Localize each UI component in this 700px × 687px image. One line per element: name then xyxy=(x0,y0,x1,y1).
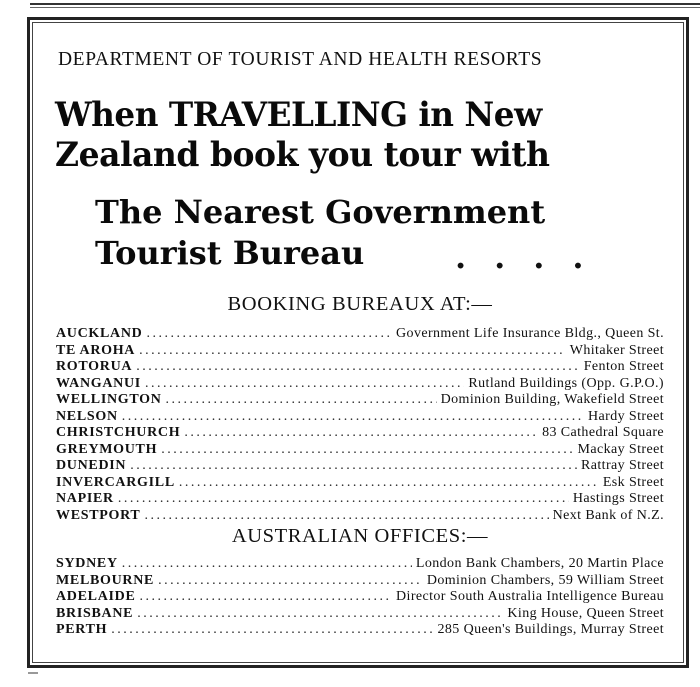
list-item xyxy=(56,606,664,623)
city-name: MELBOURNE xyxy=(56,572,155,588)
city-name: BRISBANE xyxy=(56,605,134,621)
australian-offices-title: AUSTRALIAN OFFICES:— xyxy=(231,525,489,547)
dot-leader xyxy=(166,392,437,409)
dot-leader xyxy=(184,425,538,442)
list-item xyxy=(56,589,664,606)
list-item xyxy=(56,556,664,573)
address: Hardy Street xyxy=(588,408,664,424)
list-item xyxy=(56,475,664,492)
city-name: SYDNEY xyxy=(56,556,118,571)
list-item xyxy=(56,409,664,426)
city-name: DUNEDIN xyxy=(56,458,127,473)
dot-leader xyxy=(145,376,464,393)
list-item xyxy=(56,622,664,639)
address: 285 Queen's Buildings, Murray Street xyxy=(437,622,664,637)
city-name: GREYMOUTH xyxy=(56,441,158,457)
headline-line-1: When TRAVELLING in New xyxy=(55,95,542,135)
address: Rattray Street xyxy=(581,458,664,473)
decorative-dots: .... xyxy=(455,238,612,276)
list-item xyxy=(56,376,664,393)
subheadline-line-1: The Nearest Government xyxy=(95,193,546,231)
headline-line-2: Zealand book you tour with xyxy=(55,135,550,175)
list-item xyxy=(56,442,664,459)
address: Whitaker Street xyxy=(569,342,664,358)
address: 83 Cathedral Square xyxy=(542,425,664,440)
dot-leader xyxy=(122,556,412,573)
dot-leader xyxy=(147,326,393,343)
list-item xyxy=(56,326,664,343)
top-rule xyxy=(30,3,700,5)
address: Director South Australia Intelligence Bureau xyxy=(396,589,664,604)
city-name: NELSON xyxy=(56,408,118,424)
dot-leader xyxy=(179,475,599,492)
city-name: ROTORUA xyxy=(56,359,133,374)
dot-leader xyxy=(111,622,433,639)
address: Mackay Street xyxy=(577,441,664,457)
city-name: TE AROHA xyxy=(56,342,136,358)
city-name: INVERCARGILL xyxy=(56,474,175,490)
city-name: CHRISTCHURCH xyxy=(56,425,181,440)
city-name: WANGANUI xyxy=(56,375,141,391)
address: Rutland Buildings (Opp. G.P.O.) xyxy=(468,375,664,391)
subheadline-line-2: Tourist Bureau xyxy=(95,234,365,272)
list-item xyxy=(56,392,664,409)
city-name: PERTH xyxy=(56,622,108,637)
top-rule-thin xyxy=(30,7,700,8)
address: Fenton Street xyxy=(583,359,664,374)
city-name: ADELAIDE xyxy=(56,589,136,604)
dot-leader xyxy=(161,442,573,459)
address: Dominion Building, Wakefield Street xyxy=(440,392,664,407)
booking-bureaux-list xyxy=(56,326,664,524)
australian-offices-list xyxy=(56,556,664,639)
address: Dominion Chambers, 59 William Street xyxy=(426,572,664,588)
list-item xyxy=(56,343,664,360)
dot-leader xyxy=(139,343,566,360)
dot-leader xyxy=(158,573,423,590)
address: Esk Street xyxy=(602,474,664,490)
corner-mark xyxy=(28,672,38,674)
dot-leader xyxy=(118,491,569,508)
city-name: WELLINGTON xyxy=(56,392,162,407)
address: Government Life Insurance Bldg., Queen St. xyxy=(396,326,664,341)
dot-leader xyxy=(122,409,584,426)
dot-leader xyxy=(144,508,548,525)
dot-leader xyxy=(136,359,580,376)
list-item xyxy=(56,573,664,590)
address: Hastings Street xyxy=(572,491,664,506)
address: King House, Queen Street xyxy=(507,605,664,621)
city-name: NAPIER xyxy=(56,491,114,506)
booking-bureaux-title: BOOKING BUREAUX AT:— xyxy=(227,293,493,315)
dot-leader xyxy=(140,589,393,606)
address: London Bank Chambers, 20 Martin Place xyxy=(415,556,664,571)
dot-leader xyxy=(137,606,503,623)
city-name: WESTPORT xyxy=(56,507,141,523)
list-item xyxy=(56,491,664,508)
list-item xyxy=(56,425,664,442)
city-name: AUCKLAND xyxy=(56,326,143,341)
list-item xyxy=(56,359,664,376)
list-item xyxy=(56,458,664,475)
dot-leader xyxy=(130,458,577,475)
department-heading: DEPARTMENT OF TOURIST AND HEALTH RESORTS xyxy=(58,49,543,70)
list-item xyxy=(56,508,664,525)
address: Next Bank of N.Z. xyxy=(552,507,664,523)
